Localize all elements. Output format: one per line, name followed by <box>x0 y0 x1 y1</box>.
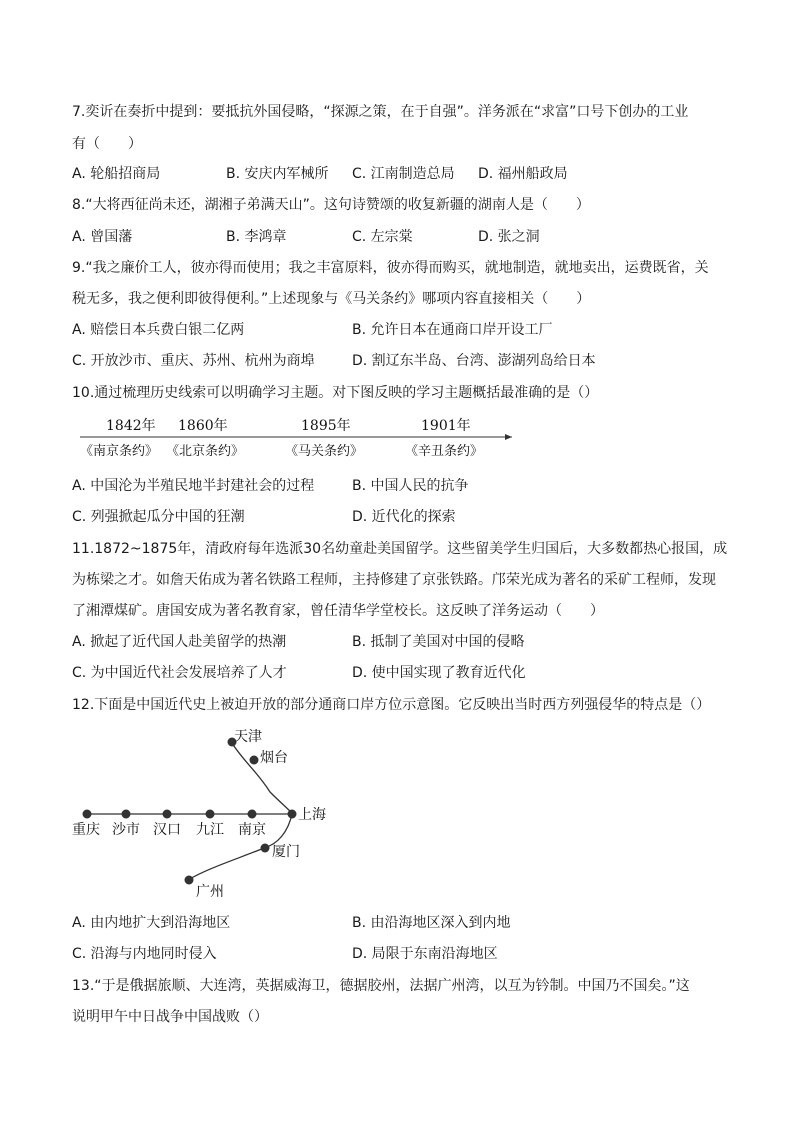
q7-option-a[interactable]: A. 轮船招商局 <box>72 166 161 182</box>
question-7-text-line1: 7.奕䜣在奏折中提到：要抵抗外国侵略，“探源之策，在于自强”。洋务派在“求富”口号下创办的工业 <box>72 104 689 120</box>
port-dot-nanjing <box>248 810 257 819</box>
port-dot-jiujiang <box>206 810 215 819</box>
port-label-jiujiang: 九江 <box>196 822 224 838</box>
treaty-ports-map <box>60 722 350 906</box>
q11-option-b[interactable]: B. 抵制了美国对中国的侵略 <box>352 634 525 650</box>
question-9-text-line2: 税无多，我之便利即彼得便利。”上述现象与《马关条约》哪项内容直接相关（ ） <box>72 291 591 307</box>
port-label-shanghai: 上海 <box>298 807 326 823</box>
q9-option-c[interactable]: C. 开放沙市、重庆、苏州、杭州为商埠 <box>72 353 315 369</box>
q11-option-c[interactable]: C. 为中国近代社会发展培养了人才 <box>72 665 287 681</box>
port-dot-yantai <box>250 756 259 765</box>
q9-option-b[interactable]: B. 允许日本在通商口岸开设工厂 <box>352 322 553 338</box>
port-dot-chongqing <box>83 810 92 819</box>
port-dot-hankou <box>163 810 172 819</box>
port-label-tianjin: 天津 <box>234 729 262 745</box>
q12-option-a[interactable]: A. 由内地扩大到沿海地区 <box>72 915 231 931</box>
timeline-year-1895: 1895年 <box>301 418 351 434</box>
timeline-year-1901: 1901年 <box>421 418 471 434</box>
question-10-text: 10.通过梳理历史线索可以明确学习主题。对下图反映的学习主题概括最准确的是（） <box>72 385 599 401</box>
q8-option-d[interactable]: D. 张之洞 <box>478 229 540 245</box>
q10-option-b[interactable]: B. 中国人民的抗争 <box>352 478 469 494</box>
port-label-yantai: 烟台 <box>260 750 288 766</box>
timeline-treaty-maguan: 《马关条约》 <box>285 444 364 459</box>
port-label-chongqing: 重庆 <box>72 822 100 838</box>
q8-option-b[interactable]: B. 李鸿章 <box>226 229 287 245</box>
q11-option-a[interactable]: A. 掀起了近代国人赴美留学的热潮 <box>72 634 287 650</box>
question-11-text-line3: 了湘潭煤矿。唐国安成为著名教育家，曾任清华学堂校长。这反映了洋务运动（ ） <box>72 603 604 619</box>
port-label-xiamen: 厦门 <box>272 844 300 860</box>
port-dot-shanghai <box>288 810 297 819</box>
q10-option-d[interactable]: D. 近代化的探索 <box>352 509 456 525</box>
port-dot-guangzhou <box>185 876 194 885</box>
port-dot-xiamen <box>261 844 270 853</box>
question-13-text-line2: 说明甲午中日战争中国战败（） <box>72 1009 268 1025</box>
question-8-text: 8.“大将西征尚未还，湖湘子弟满天山”。这句诗赞颂的收复新疆的湖南人是（ ） <box>72 197 590 213</box>
q10-option-c[interactable]: C. 列强掀起瓜分中国的狂潮 <box>72 509 245 525</box>
timeline-year-1842: 1842年 <box>106 418 156 434</box>
q12-option-b[interactable]: B. 由沿海地区深入到内地 <box>352 915 511 931</box>
q9-option-d[interactable]: D. 割辽东半岛、台湾、澎湖列岛给日本 <box>352 353 596 369</box>
question-9-text-line1: 9.“我之廉价工人，彼亦得而使用；我之丰富原料，彼亦得而购买，就地制造，就地卖出，运费既省，关 <box>72 260 709 276</box>
q12-option-d[interactable]: D. 局限于东南沿海地区 <box>352 946 498 962</box>
port-label-shashi: 沙市 <box>112 822 140 838</box>
q7-option-d[interactable]: D. 福州船政局 <box>478 166 568 182</box>
q8-option-c[interactable]: C. 左宗棠 <box>352 229 413 245</box>
port-label-nanjing: 南京 <box>238 822 266 838</box>
q11-option-d[interactable]: D. 使中国实现了教育近代化 <box>352 665 526 681</box>
port-label-guangzhou: 广州 <box>196 884 224 900</box>
q9-option-a[interactable]: A. 赔偿日本兵费白银二亿两 <box>72 322 245 338</box>
treaty-timeline <box>72 410 522 466</box>
question-11-text-line2: 为栋梁之才。如詹天佑成为著名铁路工程师，主持修建了京张铁路。邝荣光成为著名的采矿工程师，发现 <box>72 572 716 588</box>
q8-option-a[interactable]: A. 曾国藩 <box>72 229 133 245</box>
port-label-hankou: 汉口 <box>153 822 181 838</box>
timeline-treaty-beijing: 《北京条约》 <box>166 444 245 459</box>
timeline-treaty-nanjing: 《南京条约》 <box>80 444 159 459</box>
timeline-treaty-xinchou: 《辛丑条约》 <box>405 444 484 459</box>
question-12-text: 12.下面是中国近代史上被迫开放的部分通商口岸方位示意图。它反映出当时西方列强侵华的特点是（） <box>72 697 711 713</box>
q7-option-c[interactable]: C. 江南制造总局 <box>352 166 455 182</box>
q10-option-a[interactable]: A. 中国沦为半殖民地半封建社会的过程 <box>72 478 315 494</box>
question-13-text-line1: 13.“于是俄据旅顺、大连湾，英据威海卫，德据胶州，法据广州湾，以互为钤制。中国乃不国矣。”这 <box>72 978 690 994</box>
question-7-text-line2: 有（ ） <box>72 136 142 152</box>
q7-option-b[interactable]: B. 安庆内军械所 <box>226 166 329 182</box>
timeline-year-1860: 1860年 <box>178 418 228 434</box>
port-dot-shashi <box>122 810 131 819</box>
q12-option-c[interactable]: C. 沿海与内地同时侵入 <box>72 946 217 962</box>
question-11-text-line1: 11.1872~1875年，清政府每年选派30名幼童赴美国留学。这些留美学生归国后，大多数都热心报国，成 <box>72 541 728 557</box>
